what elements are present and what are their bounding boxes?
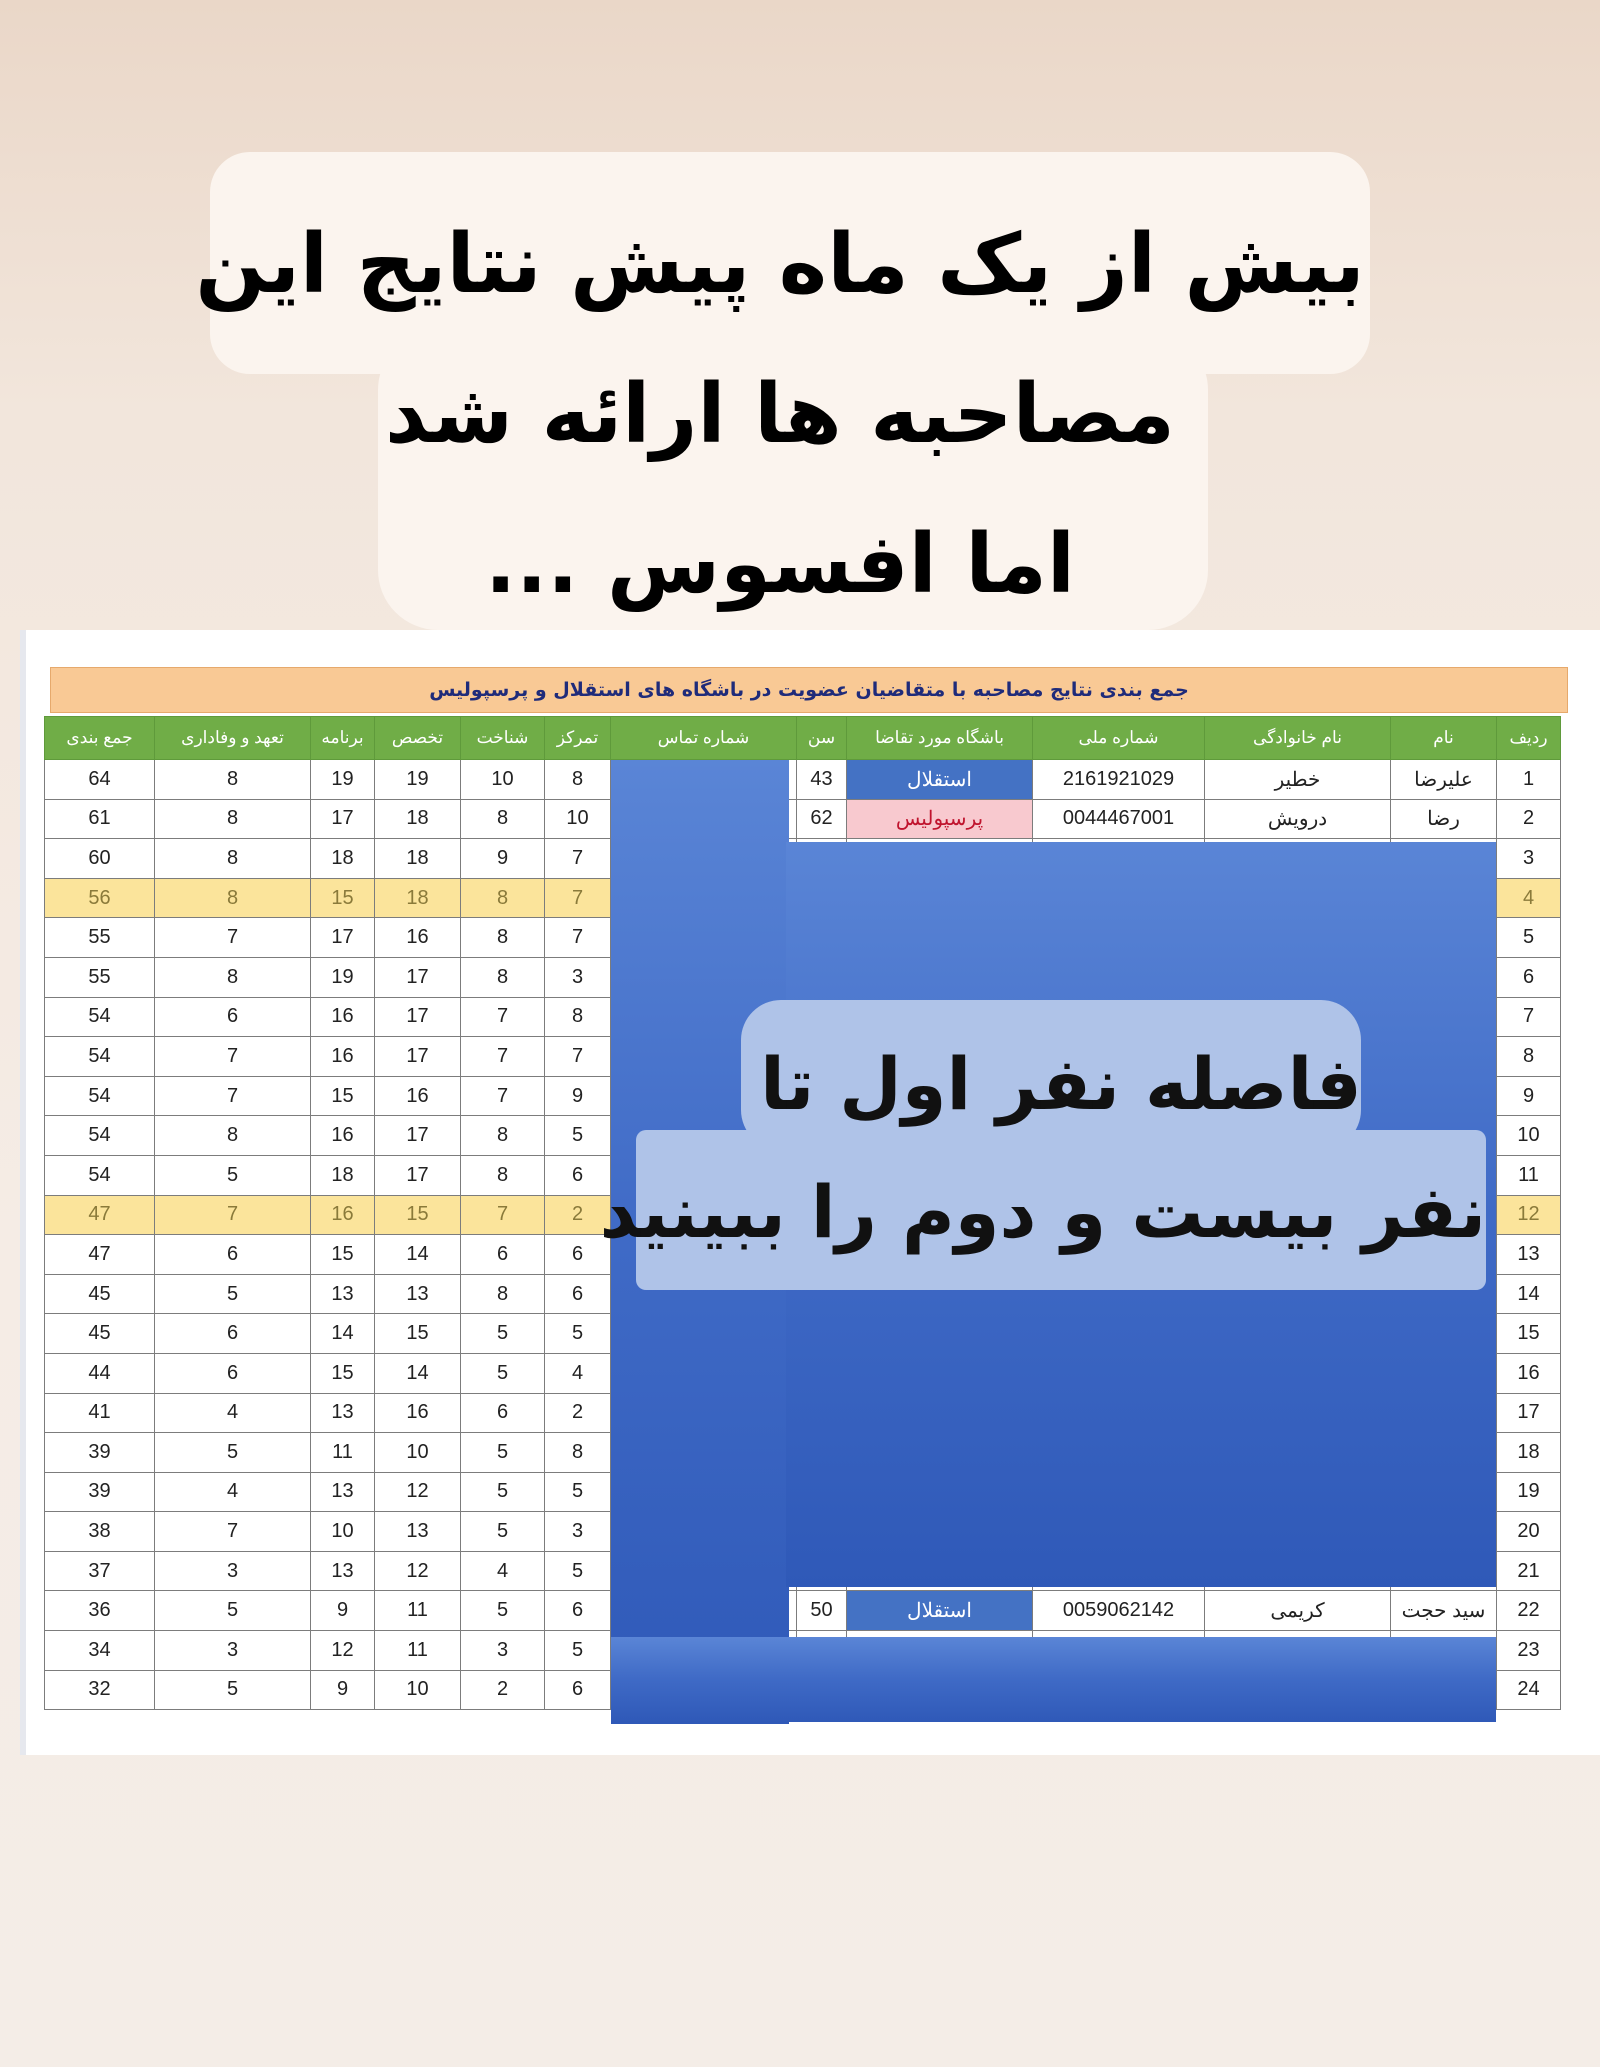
cell-taahod: 7 [155, 1076, 311, 1116]
cell-r: 9 [1497, 1076, 1561, 1116]
cell-tamarkoz: 8 [545, 1433, 611, 1473]
cell-taahod: 6 [155, 1314, 311, 1354]
cell-takhasos: 14 [375, 1353, 461, 1393]
cell-club: پرسپولیس [847, 799, 1033, 839]
cell-name: رضا [1391, 799, 1497, 839]
cell-barname: 13 [311, 1393, 375, 1433]
cell-family: درویش [1205, 799, 1391, 839]
cell-total: 64 [45, 760, 155, 800]
cell-total: 56 [45, 878, 155, 918]
cell-taahod: 5 [155, 1591, 311, 1631]
cell-takhasos: 18 [375, 839, 461, 879]
cell-r: 22 [1497, 1591, 1561, 1631]
cell-takhasos: 17 [375, 1037, 461, 1077]
cell-tamarkoz: 5 [545, 1551, 611, 1591]
cell-barname: 16 [311, 1037, 375, 1077]
cell-tamarkoz: 5 [545, 1116, 611, 1156]
column-header: نام [1391, 717, 1497, 760]
cell-taahod: 7 [155, 918, 311, 958]
cell-tamarkoz: 5 [545, 1472, 611, 1512]
cell-total: 34 [45, 1631, 155, 1671]
cell-takhasos: 10 [375, 1433, 461, 1473]
cell-r: 19 [1497, 1472, 1561, 1512]
cell-r: 4 [1497, 878, 1561, 918]
cell-shenakht: 6 [461, 1393, 545, 1433]
cell-barname: 16 [311, 1195, 375, 1235]
cell-total: 38 [45, 1512, 155, 1552]
column-header: نام خانوادگی [1205, 717, 1391, 760]
cell-tamarkoz: 7 [545, 1037, 611, 1077]
cell-takhasos: 17 [375, 1116, 461, 1156]
cell-r: 8 [1497, 1037, 1561, 1077]
cell-takhasos: 13 [375, 1512, 461, 1552]
cell-barname: 16 [311, 1116, 375, 1156]
cell-taahod: 6 [155, 1235, 311, 1275]
cell-tamarkoz: 6 [545, 1670, 611, 1710]
cell-barname: 11 [311, 1433, 375, 1473]
cell-club: استقلال [847, 760, 1033, 800]
cell-shenakht: 10 [461, 760, 545, 800]
cell-taahod: 6 [155, 997, 311, 1037]
cell-shenakht: 8 [461, 1116, 545, 1156]
cell-total: 44 [45, 1353, 155, 1393]
cell-shenakht: 5 [461, 1353, 545, 1393]
cell-total: 54 [45, 1076, 155, 1116]
cell-takhasos: 10 [375, 1670, 461, 1710]
cell-shenakht: 5 [461, 1433, 545, 1473]
cell-barname: 17 [311, 799, 375, 839]
column-header: تعهد و وفاداری [155, 717, 311, 760]
cell-shenakht: 5 [461, 1512, 545, 1552]
cell-r: 23 [1497, 1631, 1561, 1671]
cell-takhasos: 16 [375, 1393, 461, 1433]
cell-total: 41 [45, 1393, 155, 1433]
cell-r: 3 [1497, 839, 1561, 879]
headline [180, 190, 1380, 640]
cell-shenakht: 7 [461, 997, 545, 1037]
cell-total: 45 [45, 1274, 155, 1314]
cell-tamarkoz: 6 [545, 1155, 611, 1195]
cell-barname: 15 [311, 1353, 375, 1393]
cell-barname: 17 [311, 918, 375, 958]
cell-total: 39 [45, 1433, 155, 1473]
headline-line-1: بیش از یک ماه پیش نتایج این [195, 217, 1365, 312]
cell-takhasos: 12 [375, 1551, 461, 1591]
cell-total: 32 [45, 1670, 155, 1710]
cell-shenakht: 6 [461, 1235, 545, 1275]
column-header: شماره تماس [611, 717, 797, 760]
cell-total: 47 [45, 1235, 155, 1275]
cell-taahod: 3 [155, 1551, 311, 1591]
cell-shenakht: 5 [461, 1472, 545, 1512]
cell-shenakht: 5 [461, 1591, 545, 1631]
cell-club: استقلال [847, 1591, 1033, 1631]
cell-r: 15 [1497, 1314, 1561, 1354]
cell-total: 54 [45, 997, 155, 1037]
cell-r: 2 [1497, 799, 1561, 839]
cell-barname: 15 [311, 1076, 375, 1116]
cell-tamarkoz: 4 [545, 1353, 611, 1393]
cell-taahod: 4 [155, 1393, 311, 1433]
cell-shenakht: 8 [461, 878, 545, 918]
cell-total: 54 [45, 1037, 155, 1077]
cell-taahod: 5 [155, 1433, 311, 1473]
cell-taahod: 5 [155, 1155, 311, 1195]
cell-shenakht: 8 [461, 799, 545, 839]
table-row [45, 760, 1561, 800]
cell-total: 55 [45, 957, 155, 997]
cell-taahod: 8 [155, 839, 311, 879]
cell-takhasos: 18 [375, 799, 461, 839]
cell-takhasos: 16 [375, 918, 461, 958]
cell-taahod: 6 [155, 1353, 311, 1393]
cell-taahod: 7 [155, 1037, 311, 1077]
cell-shenakht: 8 [461, 1274, 545, 1314]
cell-total: 55 [45, 918, 155, 958]
cell-shenakht: 5 [461, 1314, 545, 1354]
cell-tamarkoz: 5 [545, 1631, 611, 1671]
cell-r: 5 [1497, 918, 1561, 958]
cell-tamarkoz: 2 [545, 1393, 611, 1433]
cell-taahod: 5 [155, 1274, 311, 1314]
cell-taahod: 5 [155, 1670, 311, 1710]
cell-tamarkoz: 7 [545, 878, 611, 918]
cell-r: 18 [1497, 1433, 1561, 1473]
cell-tamarkoz: 7 [545, 918, 611, 958]
cell-r: 6 [1497, 957, 1561, 997]
cell-barname: 12 [311, 1631, 375, 1671]
cell-r: 12 [1497, 1195, 1561, 1235]
cell-takhasos: 15 [375, 1195, 461, 1235]
cell-r: 21 [1497, 1551, 1561, 1591]
cell-shenakht: 7 [461, 1076, 545, 1116]
headline-line-2: مصاحبه ها ارائه شد [385, 367, 1175, 462]
overlay-line-2: نفر بیست و دوم را ببینید [599, 1170, 1486, 1254]
cell-shenakht: 8 [461, 957, 545, 997]
cell-barname: 10 [311, 1512, 375, 1552]
cell-barname: 9 [311, 1591, 375, 1631]
overlay-caption-box [599, 1000, 1486, 1290]
cell-tamarkoz: 3 [545, 1512, 611, 1552]
cell-tamarkoz: 8 [545, 997, 611, 1037]
cell-tamarkoz: 3 [545, 957, 611, 997]
cell-r: 14 [1497, 1274, 1561, 1314]
cell-taahod: 4 [155, 1472, 311, 1512]
cell-barname: 19 [311, 760, 375, 800]
cell-r: 13 [1497, 1235, 1561, 1275]
cell-taahod: 8 [155, 760, 311, 800]
cell-taahod: 7 [155, 1195, 311, 1235]
cell-shenakht: 9 [461, 839, 545, 879]
cell-takhasos: 18 [375, 878, 461, 918]
cell-tamarkoz: 2 [545, 1195, 611, 1235]
cell-r: 20 [1497, 1512, 1561, 1552]
cell-total: 45 [45, 1314, 155, 1354]
cell-taahod: 8 [155, 957, 311, 997]
column-header: ردیف [1497, 717, 1561, 760]
column-header: شماره ملی [1033, 717, 1205, 760]
cell-r: 24 [1497, 1670, 1561, 1710]
cell-tamarkoz: 5 [545, 1314, 611, 1354]
table-header-row [45, 717, 1561, 760]
cell-shenakht: 2 [461, 1670, 545, 1710]
cell-barname: 13 [311, 1274, 375, 1314]
cell-family: کریمی [1205, 1591, 1391, 1631]
sheet-title: جمع بندی نتایج مصاحبه با متقاضیان عضویت در باشگاه های استقلال و پرسپولیس [50, 667, 1568, 713]
cell-tamarkoz: 9 [545, 1076, 611, 1116]
redaction-bottom [611, 1637, 1496, 1722]
cell-shenakht: 7 [461, 1037, 545, 1077]
cell-takhasos: 17 [375, 1155, 461, 1195]
column-header: شناخت [461, 717, 545, 760]
cell-nid: 0044467001 [1033, 799, 1205, 839]
cell-barname: 18 [311, 1155, 375, 1195]
column-header: باشگاه مورد تقاضا [847, 717, 1033, 760]
cell-total: 60 [45, 839, 155, 879]
cell-takhasos: 11 [375, 1631, 461, 1671]
cell-barname: 18 [311, 839, 375, 879]
cell-total: 54 [45, 1116, 155, 1156]
cell-takhasos: 12 [375, 1472, 461, 1512]
cell-barname: 13 [311, 1551, 375, 1591]
cell-barname: 16 [311, 997, 375, 1037]
cell-name: سید حجت [1391, 1591, 1497, 1631]
cell-r: 17 [1497, 1393, 1561, 1433]
table-row [45, 1591, 1561, 1631]
cell-name: علیرضا [1391, 760, 1497, 800]
cell-total: 37 [45, 1551, 155, 1591]
cell-barname: 15 [311, 1235, 375, 1275]
column-header: تمرکز [545, 717, 611, 760]
cell-takhasos: 15 [375, 1314, 461, 1354]
cell-takhasos: 13 [375, 1274, 461, 1314]
cell-barname: 13 [311, 1472, 375, 1512]
cell-shenakht: 7 [461, 1195, 545, 1235]
cell-shenakht: 4 [461, 1551, 545, 1591]
column-header: برنامه [311, 717, 375, 760]
cell-shenakht: 3 [461, 1631, 545, 1671]
cell-takhasos: 11 [375, 1591, 461, 1631]
cell-tamarkoz: 6 [545, 1274, 611, 1314]
cell-tamarkoz: 8 [545, 760, 611, 800]
cell-takhasos: 14 [375, 1235, 461, 1275]
cell-nid: 0059062142 [1033, 1591, 1205, 1631]
cell-total: 36 [45, 1591, 155, 1631]
cell-total: 61 [45, 799, 155, 839]
cell-takhasos: 19 [375, 760, 461, 800]
cell-r: 10 [1497, 1116, 1561, 1156]
cell-barname: 15 [311, 878, 375, 918]
cell-total: 39 [45, 1472, 155, 1512]
cell-r: 1 [1497, 760, 1561, 800]
cell-taahod: 7 [155, 1512, 311, 1552]
cell-taahod: 8 [155, 1116, 311, 1156]
cell-r: 16 [1497, 1353, 1561, 1393]
cell-taahod: 8 [155, 878, 311, 918]
cell-tamarkoz: 7 [545, 839, 611, 879]
cell-taahod: 8 [155, 799, 311, 839]
cell-shenakht: 8 [461, 1155, 545, 1195]
cell-total: 54 [45, 1155, 155, 1195]
overlay-line-1: فاصله نفر اول تا [760, 1042, 1362, 1126]
cell-total: 47 [45, 1195, 155, 1235]
cell-age: 50 [797, 1591, 847, 1631]
cell-tamarkoz: 6 [545, 1235, 611, 1275]
cell-barname: 19 [311, 957, 375, 997]
cell-r: 11 [1497, 1155, 1561, 1195]
cell-tamarkoz: 6 [545, 1591, 611, 1631]
cell-takhasos: 16 [375, 1076, 461, 1116]
cell-barname: 14 [311, 1314, 375, 1354]
cell-nid: 2161921029 [1033, 760, 1205, 800]
cell-takhasos: 17 [375, 957, 461, 997]
cell-tamarkoz: 10 [545, 799, 611, 839]
column-header: تخصص [375, 717, 461, 760]
cell-age: 43 [797, 760, 847, 800]
cell-shenakht: 8 [461, 918, 545, 958]
cell-r: 7 [1497, 997, 1561, 1037]
cell-takhasos: 17 [375, 997, 461, 1037]
cell-age: 62 [797, 799, 847, 839]
column-header: جمع بندی [45, 717, 155, 760]
headline-line-3: اما افسوس ... [484, 517, 1075, 612]
cell-family: خطیر [1205, 760, 1391, 800]
column-header: سن [797, 717, 847, 760]
cell-barname: 9 [311, 1670, 375, 1710]
table-row [45, 799, 1561, 839]
cell-taahod: 3 [155, 1631, 311, 1671]
